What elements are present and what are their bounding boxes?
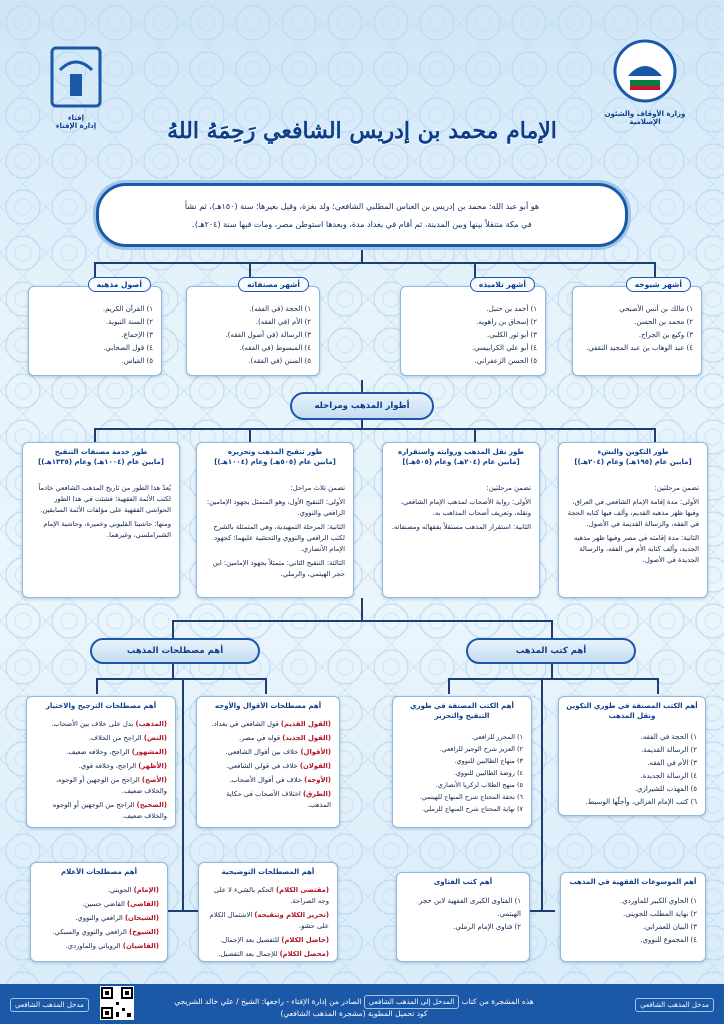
works-card <box>186 280 320 376</box>
students-list <box>409 303 537 368</box>
list-item: ٢) فتاوى الإمام الرملي. <box>453 923 521 931</box>
principles-card <box>28 280 162 376</box>
stage-3-title: طور تنقيح المذهب وتحريره <box>227 448 323 456</box>
term-entry <box>39 899 159 910</box>
stage-card-3 <box>196 442 354 598</box>
list-item: ٤) أبو علي الكرابيسي. <box>471 344 537 352</box>
qr-code[interactable] <box>100 986 134 1020</box>
stage-1-para: الأولى: مدة إقامة الإمام الشافعي في العراق، وفيها ظهر مذهبه القديم، وألف فيها كتابه الحجة في الفقه، والرسالة القديمة في الأصول. <box>567 498 699 528</box>
stage-3-para: الأولى: التنقيح الأول، وهو المتمثل بجهود الإمامين: الرافعي والنووي. <box>206 498 345 517</box>
list-item: ١) الحجة في الفقه. <box>640 733 697 741</box>
term-value: الراجح، وخلافه ضعيف. <box>66 748 132 756</box>
term-key: (الشيخان) <box>124 914 159 922</box>
term-entry <box>205 761 331 772</box>
list-item: ٢) السنة النبوية. <box>106 318 153 326</box>
term-value: اختلاف الأصحاب في حكاية المذهب. <box>226 790 331 809</box>
intro-line-2: في مكة متنقلاً بينها وبين المدينة، ثم أقام في بغداد مدة، وبعدها استوطن مصر، ومات فيها سنة (٢٠٤هـ). <box>192 220 532 229</box>
term-value: الرافعي والنووي. <box>75 914 125 922</box>
list-item: ٥) المهذب للشيرازي. <box>634 785 697 793</box>
term-key: (المشهور) <box>131 748 167 756</box>
list-item: ٤) الرسالة الجديدة. <box>640 772 697 780</box>
term-key: (الشيوخ) <box>129 928 159 936</box>
list-item: ١) الحجة (في الفقه). <box>249 305 311 313</box>
encyclopedias-list <box>569 895 697 947</box>
list-item: ٣) الأم في الفقه. <box>647 759 697 767</box>
term-entry <box>205 733 331 744</box>
term-key: (القاضيان) <box>122 942 159 950</box>
term-value: خلاف بين أقوال الشافعي. <box>225 748 301 756</box>
term-entry <box>39 941 159 952</box>
term-key: (الصحيح) <box>136 801 167 809</box>
stage-3-para: الثانية: المرحلة التمهيدية، وهي المتمثلة بالشرح لكتب الرافعي والنووي والتحشية عليهما؛ كجهود الإمام الأنصاري. <box>213 523 345 553</box>
stage-4-head <box>29 447 173 467</box>
stage-card-2 <box>382 442 540 598</box>
list-item: ٥) السنن (في الفقه). <box>248 357 311 365</box>
term-entry <box>207 949 329 960</box>
list-item: ٣) البيان للعمراني. <box>642 923 697 931</box>
stages-pill: أطوار المذهب ومراحله <box>290 392 434 420</box>
term-value: الرافعي والنووي والسبكي. <box>52 928 130 936</box>
fatwas-title: أهم كتب الفتاوى <box>433 878 493 886</box>
stage-3-para: تضمن ثلاث مراحل: <box>290 484 345 492</box>
terms-card-names-title: أهم مصطلحات الأعلام <box>60 868 138 876</box>
term-value: خلاف في قولي الشافعي. <box>226 762 300 770</box>
stage-card-1 <box>558 442 708 598</box>
term-value: قوله في مصر. <box>238 734 283 742</box>
encyclopedias-title: أهم الموسوعات الفقهية في المذهب <box>569 878 697 886</box>
term-entry <box>207 935 329 946</box>
stage-2-subtitle: [مابين عام (٢٠٤هـ) وعام (٥٠٥هـ)] <box>402 458 520 466</box>
term-entry <box>35 775 167 797</box>
list-item: ٢) إسحاق بن راهويه. <box>476 318 537 326</box>
list-item: ٣) أبو ثور الكلبي. <box>486 331 537 339</box>
books-card-formation <box>558 696 706 816</box>
stage-1-title: طور التكوين والنشء <box>597 448 669 456</box>
term-key: (المذهب) <box>135 720 167 728</box>
list-item: ١) الفتاوى الكبرى الفقهية لابن حجر الهيتمي. <box>419 897 521 918</box>
footer-badge-left <box>10 992 89 1011</box>
terms-card-sayings <box>196 696 340 828</box>
stage-1-head <box>565 447 701 467</box>
term-entry <box>205 719 331 730</box>
stage-2-para: الأولى: رواية الأصحاب لمذهب الإمام الشافعي، ونقله، وتعريف أصحاب المذاهب به. <box>400 498 531 517</box>
teachers-card <box>572 280 702 376</box>
term-value: الحكم بالشيء لا على وجه الصراحة. <box>213 886 329 905</box>
list-item: ٧) نهاية المحتاج شرح المنهاج للرملي. <box>421 805 523 813</box>
term-key: (القولان) <box>299 762 331 770</box>
list-item: ٣) وكيع بن الجراح. <box>638 331 693 339</box>
intro-line-1: هو أبو عبد الله: محمد بن إدريس بن العباس المطلبي الشافعي؛ ولد بغزة، وقيل بغيرها؛ سنة (١٥٠هـ)، ثم نشأ <box>184 202 540 211</box>
list-item: ٢) الأم (في الفقه). <box>255 318 311 326</box>
students-title: أشهر تلاميذه <box>470 277 535 292</box>
term-key: (مقتضى الكلام) <box>275 886 329 894</box>
terms-card-preference-title: أهم مصطلحات الترجيح والاختيار <box>45 702 157 710</box>
term-entry <box>35 719 167 730</box>
term-value: للإجمال بعد التفصيل. <box>218 950 280 958</box>
footer-line-1-b: الصادر من إدارة الإفتاء - راجعها: الشيخ / علي خالد الشريجي <box>174 997 362 1006</box>
terms-card-explanatory <box>198 862 338 962</box>
ifta-logo-mark: إفتاء <box>67 114 85 122</box>
term-entry <box>35 800 167 822</box>
terms-card-names <box>30 862 168 962</box>
list-item: ٣) الإجماع. <box>121 331 153 339</box>
term-key: (النص) <box>143 734 167 742</box>
books-pill: أهم كتب المذهب <box>466 638 636 664</box>
list-item: ٢) العزيز شرح الوجيز للرافعي. <box>439 745 523 753</box>
footer-line-1 <box>164 996 544 1008</box>
term-key: (القاضي) <box>127 900 159 908</box>
footer-line-3: كود تحميل المطوية (مشجرة المذهب الشافعي) <box>280 1009 428 1018</box>
term-entry <box>205 789 331 811</box>
teachers-list <box>581 303 693 355</box>
term-entry <box>35 761 167 772</box>
term-key: (الأوجه) <box>304 776 331 784</box>
list-item: ٥) منهج الطلاب لزكريا الأنصاري. <box>435 781 523 789</box>
term-entry <box>205 775 331 786</box>
term-entry <box>207 885 329 907</box>
term-value: الجويني. <box>107 886 134 894</box>
term-value: الراجح من الخلاف. <box>88 734 144 742</box>
footer-badge-left-text: مدخل المذهب الشافعي <box>10 998 89 1012</box>
term-value: الاشتمال الكلام على حشو. <box>209 911 329 930</box>
teachers-title: أشهر شيوخه <box>626 277 691 292</box>
footer-badge-right-text: مدخل المذهب الشافعي <box>635 998 714 1012</box>
intro-box <box>96 183 628 247</box>
stage-4-para: يُعدّ هذا الطور من تاريخ المذهب الشافعي خادماً لكتب الأئمة الفقهية؛ فشثت في هذا الطور الحواشي الفقهية على مؤلفات الأئمة السابقين. <box>38 484 171 514</box>
term-key: (محصل الكلام) <box>279 950 329 958</box>
list-item: ٥) القياس. <box>121 357 153 365</box>
fatwas-list <box>405 895 521 934</box>
term-value: الراجح من الوجهين أو الوجوه، والخلاف ضعيف. <box>55 776 167 795</box>
stage-2-title: طور نقل المذهب وروايته واستقراره <box>397 448 524 456</box>
term-value: خلاف في أقوال الأصحاب. <box>229 776 305 784</box>
list-item: ٢) الرسالة القديمة. <box>640 746 697 754</box>
list-item: ٢) محمد بن الحسن. <box>634 318 693 326</box>
stage-3-head <box>203 447 347 467</box>
stage-1-subtitle: [مابين عام (١٩٥هـ) وعام (٢٠٤هـ)] <box>574 458 692 466</box>
ministry-logo-text: وزارة الأوقاف والشئون الإسلامية <box>604 110 686 126</box>
terms-card-explanatory-title: أهم المصطلحات التوضيحية <box>221 868 315 876</box>
term-entry <box>205 747 331 758</box>
term-value: بدل على خلاف بين الأصحاب. <box>51 720 136 728</box>
list-item: ٥) الحسن الزعفراني. <box>474 357 537 365</box>
term-key: (الأظهر) <box>138 762 167 770</box>
term-key: (الإمام) <box>133 886 159 894</box>
list-item: ٣) منهاج الطالبين للنووي. <box>454 757 523 765</box>
list-item: ١) القرآن الكريم. <box>102 305 153 313</box>
list-item: ٦) تحفة المحتاج شرح المنهاج للهيتمي. <box>419 793 523 801</box>
footer-text <box>164 996 544 1020</box>
fatwas-card <box>396 872 530 962</box>
term-entry <box>39 913 159 924</box>
ifta-logo-text: إدارة الإفتاء <box>55 122 97 130</box>
term-value: الراجح، وخلافه قوي. <box>78 762 139 770</box>
stage-2-para: الثانية: استقرار المذهب مستقلاً بفقهائه ومصنفاته. <box>391 523 531 531</box>
footer-badge-right <box>635 992 714 1011</box>
works-title: أشهر مصنفاته <box>238 277 309 292</box>
term-key: (الأقوال) <box>300 748 331 756</box>
students-card <box>400 280 546 376</box>
works-list <box>195 303 311 368</box>
term-entry <box>207 910 329 932</box>
list-item: ١) مالك بن أنس الأصبحي <box>619 305 693 313</box>
footer-book-name: المدخل إلى المذهب الشافعي <box>364 995 459 1009</box>
term-key: (القول القديم) <box>280 720 331 728</box>
list-item: ١) أحمد بن حنبل. <box>486 305 537 313</box>
encyclopedias-card <box>560 872 706 962</box>
list-item: ٢) نهاية المطلب للجويني. <box>623 910 697 918</box>
stage-4-subtitle: [مابين عام (١٠٠٤هـ) وعام (١٣٣٥هـ)] <box>38 458 164 466</box>
books-card-revision-title: أهم الكتب المصنفة في طوري التنقيح والتحرير <box>410 702 514 720</box>
stage-3-para: الثالثة: التنقيح الثاني: متمثلاً بجهود الإمامين: ابن حجر الهيتمي، والرملي. <box>212 559 345 578</box>
ministry-logo <box>600 36 690 132</box>
list-item: ٤) قول الصحابي. <box>103 344 153 352</box>
term-key: (الطرق) <box>302 790 331 798</box>
page-title: الإمام محمد بن إدريس الشافعي رَحِمَهُ اللهُ <box>167 118 557 144</box>
term-value: القاضي حسين. <box>82 900 128 908</box>
stage-2-head <box>389 447 533 467</box>
list-item: ١) المحرر للرافعي. <box>471 733 523 741</box>
list-item: ٤) روضة الطالبين للنووي. <box>453 769 523 777</box>
books-card-revision <box>392 696 532 828</box>
list-item: ١) الحاوي الكبير للماوردي. <box>619 897 697 905</box>
stage-4-para: ومنها: حاشيتا القليوبي وعميرة، وحاشية الإمام الشبراملسي، وغيرهما. <box>43 520 171 539</box>
term-key: (حاصل الكلام) <box>281 936 329 944</box>
list-item: ٤) عبد الوهاب بن عبد المجيد الثقفي. <box>586 344 693 352</box>
term-entry <box>35 733 167 744</box>
term-value: الروياني والماوردي. <box>65 942 123 950</box>
ifta-logo-icon <box>40 40 112 110</box>
terms-card-sayings-title: أهم مصطلحات الأقوال والأوجه <box>214 702 322 710</box>
principles-list <box>37 303 153 368</box>
list-item: ٦) كتب الإمام الغزالي، وأجلّها الوسيط. <box>585 798 697 806</box>
term-key: (القول الجديد) <box>282 734 331 742</box>
list-item: ٣) الرسالة (في أصول الفقه). <box>225 331 311 339</box>
books-card-formation-title: أهم الكتب المصنفة في طوري التكوين ونقل المذهب <box>566 702 698 720</box>
term-value: قول الشافعي في بغداد. <box>211 720 281 728</box>
term-value: للتفصيل بعد الإجمال. <box>220 936 282 944</box>
stage-2-para: تضمن مرحلتين: <box>486 484 531 492</box>
term-key: (تحرير الكلام وتنقيحه) <box>254 911 329 919</box>
list-item: ٤) المجموع للنووي. <box>640 936 697 944</box>
books-formation-list <box>567 731 697 809</box>
stage-1-para: الثانية: مدة إقامته في مصر وفيها ظهر مذهبه الجديد، وألف كتابه الأم في الفقه، والرسالة الجديدة في الأصول. <box>573 534 699 564</box>
stage-4-title: طور خدمة مصنفات التنقيح <box>54 448 148 456</box>
term-entry <box>39 927 159 938</box>
term-value: الراجح من الوجهين أو الوجوه والخلاف ضعيف. <box>52 801 167 820</box>
stage-card-4 <box>22 442 180 598</box>
terms-card-preference <box>26 696 176 828</box>
ifta-logo <box>40 40 112 130</box>
term-entry <box>35 747 167 758</box>
stage-3-subtitle: [مابين عام (٥٠٥هـ) وعام (١٠٠٤هـ)] <box>214 458 336 466</box>
footer-line-1-a: هذه المشجرة من كتاب <box>461 997 534 1006</box>
stage-1-para: تضمن مرحلتين: <box>654 484 699 492</box>
term-entry <box>39 885 159 896</box>
ministry-emblem-icon <box>610 36 680 106</box>
term-key: (الأصح) <box>141 776 167 784</box>
qr-code-icon <box>100 986 134 1020</box>
principles-title: أصول مذهبه <box>88 277 151 292</box>
list-item: ٤) المبسوط (في الفقه). <box>239 344 311 352</box>
terms-pill: أهم مصطلحات المذهب <box>90 638 260 664</box>
books-revision-list <box>401 731 523 815</box>
